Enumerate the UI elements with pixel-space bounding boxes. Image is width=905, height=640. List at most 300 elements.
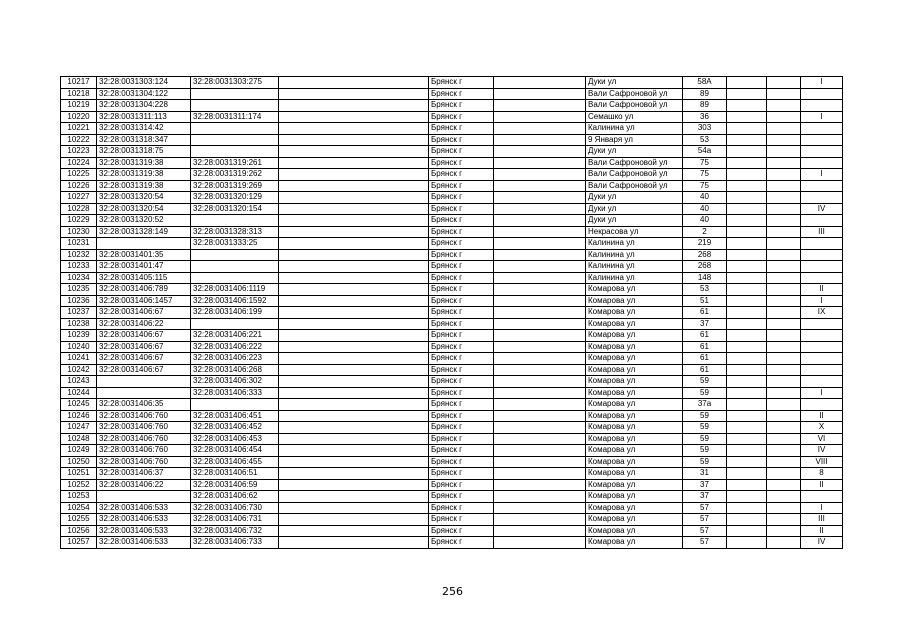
street-cell: Комарова ул xyxy=(586,422,683,434)
blank-cell xyxy=(494,353,586,365)
house-cell: 59 xyxy=(683,387,727,399)
city-cell: Брянск г xyxy=(429,157,494,169)
blank-cell xyxy=(494,341,586,353)
city-cell: Брянск г xyxy=(429,491,494,503)
object-number-cell: 32:28:0031406:62 xyxy=(191,491,279,503)
blank-cell xyxy=(767,157,801,169)
room-cell: IV xyxy=(801,537,843,549)
house-cell: 36 xyxy=(683,111,727,123)
blank-cell xyxy=(767,295,801,307)
blank-cell xyxy=(767,180,801,192)
blank-cell xyxy=(767,376,801,388)
street-cell: Комарова ул xyxy=(586,468,683,480)
cadastral-number-cell: 32:28:0031406:67 xyxy=(97,330,191,342)
room-cell xyxy=(801,399,843,411)
blank-cell xyxy=(494,376,586,388)
blank-cell xyxy=(494,203,586,215)
blank-cell xyxy=(279,502,429,514)
row-number-cell: 10223 xyxy=(61,146,97,158)
cadastral-number-cell xyxy=(97,376,191,388)
object-number-cell xyxy=(191,261,279,273)
blank-cell xyxy=(279,433,429,445)
cadastral-number-cell: 32:28:0031311:113 xyxy=(97,111,191,123)
city-cell: Брянск г xyxy=(429,514,494,526)
blank-cell xyxy=(767,525,801,537)
cadastral-number-cell xyxy=(97,491,191,503)
table-row xyxy=(61,514,843,526)
blank-cell xyxy=(767,284,801,296)
blank-cell xyxy=(727,307,767,319)
house-cell: 57 xyxy=(683,525,727,537)
blank-cell xyxy=(727,433,767,445)
city-cell: Брянск г xyxy=(429,100,494,112)
blank-cell xyxy=(279,295,429,307)
street-cell: Комарова ул xyxy=(586,456,683,468)
table-row xyxy=(61,353,843,365)
blank-cell xyxy=(279,491,429,503)
house-cell: 61 xyxy=(683,341,727,353)
city-cell: Брянск г xyxy=(429,502,494,514)
street-cell: Калинина ул xyxy=(586,238,683,250)
city-cell: Брянск г xyxy=(429,134,494,146)
cadastral-number-cell: 32:28:0031401:35 xyxy=(97,249,191,261)
object-number-cell: 32:28:0031320:154 xyxy=(191,203,279,215)
row-number-cell: 10233 xyxy=(61,261,97,273)
table-row xyxy=(61,445,843,457)
table-row xyxy=(61,157,843,169)
city-cell: Брянск г xyxy=(429,376,494,388)
city-cell: Брянск г xyxy=(429,123,494,135)
house-cell: 57 xyxy=(683,537,727,549)
row-number-cell: 10257 xyxy=(61,537,97,549)
row-number-cell: 10246 xyxy=(61,410,97,422)
cadastral-number-cell: 32:28:0031406:67 xyxy=(97,353,191,365)
object-number-cell: 32:28:0031406:59 xyxy=(191,479,279,491)
blank-cell xyxy=(767,123,801,135)
street-cell: Комарова ул xyxy=(586,307,683,319)
city-cell: Брянск г xyxy=(429,249,494,261)
street-cell: Комарова ул xyxy=(586,295,683,307)
blank-cell xyxy=(279,514,429,526)
city-cell: Брянск г xyxy=(429,295,494,307)
street-cell: Комарова ул xyxy=(586,537,683,549)
street-cell: Семашко ул xyxy=(586,111,683,123)
table-row xyxy=(61,387,843,399)
room-cell: VI xyxy=(801,433,843,445)
row-number-cell: 10228 xyxy=(61,203,97,215)
blank-cell xyxy=(494,88,586,100)
city-cell: Брянск г xyxy=(429,387,494,399)
object-number-cell: 32:28:0031319:269 xyxy=(191,180,279,192)
room-cell: II xyxy=(801,410,843,422)
room-cell xyxy=(801,364,843,376)
city-cell: Брянск г xyxy=(429,479,494,491)
blank-cell xyxy=(767,341,801,353)
table-row xyxy=(61,537,843,549)
object-number-cell xyxy=(191,123,279,135)
cadastral-number-cell: 32:28:0031406:533 xyxy=(97,502,191,514)
blank-cell xyxy=(279,123,429,135)
blank-cell xyxy=(494,502,586,514)
blank-cell xyxy=(727,111,767,123)
blank-cell xyxy=(727,180,767,192)
blank-cell xyxy=(767,330,801,342)
room-cell xyxy=(801,146,843,158)
blank-cell xyxy=(767,399,801,411)
blank-cell xyxy=(494,318,586,330)
blank-cell xyxy=(494,249,586,261)
street-cell: Комарова ул xyxy=(586,502,683,514)
blank-cell xyxy=(279,111,429,123)
house-cell: 59 xyxy=(683,410,727,422)
object-number-cell: 32:28:0031406:268 xyxy=(191,364,279,376)
cadastral-number-cell: 32:28:0031406:35 xyxy=(97,399,191,411)
cadastral-number-cell xyxy=(97,238,191,250)
street-cell: Комарова ул xyxy=(586,353,683,365)
cadastral-number-cell: 32:28:0031406:22 xyxy=(97,318,191,330)
blank-cell xyxy=(767,261,801,273)
blank-cell xyxy=(767,88,801,100)
city-cell: Брянск г xyxy=(429,88,494,100)
row-number-cell: 10227 xyxy=(61,192,97,204)
house-cell: 40 xyxy=(683,192,727,204)
blank-cell xyxy=(494,479,586,491)
blank-cell xyxy=(279,330,429,342)
blank-cell xyxy=(767,502,801,514)
blank-cell xyxy=(494,491,586,503)
house-cell: 89 xyxy=(683,100,727,112)
house-cell: 59 xyxy=(683,422,727,434)
room-cell xyxy=(801,249,843,261)
cadastral-number-cell: 32:28:0031406:533 xyxy=(97,537,191,549)
blank-cell xyxy=(279,399,429,411)
table-row xyxy=(61,88,843,100)
table-row xyxy=(61,307,843,319)
object-number-cell: 32:28:0031320:129 xyxy=(191,192,279,204)
blank-cell xyxy=(767,353,801,365)
room-cell: X xyxy=(801,422,843,434)
house-cell: 37 xyxy=(683,479,727,491)
blank-cell xyxy=(279,238,429,250)
city-cell: Брянск г xyxy=(429,307,494,319)
object-number-cell: 32:28:0031406:732 xyxy=(191,525,279,537)
city-cell: Брянск г xyxy=(429,77,494,89)
blank-cell xyxy=(279,88,429,100)
city-cell: Брянск г xyxy=(429,537,494,549)
blank-cell xyxy=(279,203,429,215)
cadastral-number-cell: 32:28:0031319:38 xyxy=(97,157,191,169)
blank-cell xyxy=(767,468,801,480)
blank-cell xyxy=(727,410,767,422)
table-row xyxy=(61,330,843,342)
room-cell: IV xyxy=(801,203,843,215)
cadastral-number-cell: 32:28:0031406:67 xyxy=(97,341,191,353)
blank-cell xyxy=(727,514,767,526)
object-number-cell: 32:28:0031406:199 xyxy=(191,307,279,319)
street-cell: Комарова ул xyxy=(586,433,683,445)
street-cell: Дуки ул xyxy=(586,192,683,204)
cadastral-number-cell: 32:28:0031406:760 xyxy=(97,422,191,434)
room-cell xyxy=(801,353,843,365)
table-row xyxy=(61,146,843,158)
cadastral-number-cell: 32:28:0031406:67 xyxy=(97,364,191,376)
cadastral-number-cell: 32:28:0031304:122 xyxy=(97,88,191,100)
row-number-cell: 10247 xyxy=(61,422,97,434)
table-row xyxy=(61,134,843,146)
blank-cell xyxy=(727,399,767,411)
blank-cell xyxy=(727,330,767,342)
room-cell: IX xyxy=(801,307,843,319)
blank-cell xyxy=(494,445,586,457)
cadastral-number-cell: 32:28:0031406:760 xyxy=(97,410,191,422)
street-cell: Калинина ул xyxy=(586,272,683,284)
blank-cell xyxy=(727,422,767,434)
house-cell: 268 xyxy=(683,249,727,261)
blank-cell xyxy=(727,100,767,112)
city-cell: Брянск г xyxy=(429,468,494,480)
object-number-cell: 32:28:0031406:1592 xyxy=(191,295,279,307)
blank-cell xyxy=(279,410,429,422)
blank-cell xyxy=(767,100,801,112)
cadastral-number-cell: 32:28:0031406:533 xyxy=(97,514,191,526)
table-row xyxy=(61,100,843,112)
blank-cell xyxy=(279,180,429,192)
blank-cell xyxy=(767,479,801,491)
house-cell: 75 xyxy=(683,157,727,169)
object-number-cell: 32:28:0031319:261 xyxy=(191,157,279,169)
street-cell: Комарова ул xyxy=(586,364,683,376)
row-number-cell: 10219 xyxy=(61,100,97,112)
cadastral-number-cell: 32:28:0031406:789 xyxy=(97,284,191,296)
blank-cell xyxy=(279,364,429,376)
blank-cell xyxy=(279,456,429,468)
blank-cell xyxy=(727,364,767,376)
blank-cell xyxy=(727,525,767,537)
blank-cell xyxy=(767,238,801,250)
house-cell: 53 xyxy=(683,284,727,296)
street-cell: Вали Сафроновой ул xyxy=(586,100,683,112)
blank-cell xyxy=(494,537,586,549)
table-row xyxy=(61,433,843,445)
blank-cell xyxy=(727,295,767,307)
blank-cell xyxy=(727,479,767,491)
object-number-cell: 32:28:0031406:222 xyxy=(191,341,279,353)
table-row xyxy=(61,203,843,215)
row-number-cell: 10242 xyxy=(61,364,97,376)
room-cell: III xyxy=(801,514,843,526)
blank-cell xyxy=(767,445,801,457)
blank-cell xyxy=(767,410,801,422)
blank-cell xyxy=(494,307,586,319)
blank-cell xyxy=(494,422,586,434)
city-cell: Брянск г xyxy=(429,433,494,445)
street-cell: Комарова ул xyxy=(586,399,683,411)
object-number-cell xyxy=(191,249,279,261)
object-number-cell: 32:28:0031333:25 xyxy=(191,238,279,250)
house-cell: 61 xyxy=(683,364,727,376)
street-cell: Комарова ул xyxy=(586,330,683,342)
blank-cell xyxy=(494,330,586,342)
cadastral-number-cell: 32:28:0031320:54 xyxy=(97,192,191,204)
blank-cell xyxy=(279,468,429,480)
room-cell xyxy=(801,157,843,169)
row-number-cell: 10225 xyxy=(61,169,97,181)
blank-cell xyxy=(279,525,429,537)
table-row xyxy=(61,364,843,376)
blank-cell xyxy=(767,111,801,123)
cadastral-number-cell: 32:28:0031304:228 xyxy=(97,100,191,112)
blank-cell xyxy=(767,77,801,89)
house-cell: 61 xyxy=(683,330,727,342)
city-cell: Брянск г xyxy=(429,341,494,353)
blank-cell xyxy=(727,157,767,169)
blank-cell xyxy=(767,491,801,503)
street-cell: Вали Сафроновой ул xyxy=(586,180,683,192)
blank-cell xyxy=(494,192,586,204)
street-cell: Дуки ул xyxy=(586,203,683,215)
row-number-cell: 10234 xyxy=(61,272,97,284)
blank-cell xyxy=(767,387,801,399)
row-number-cell: 10251 xyxy=(61,468,97,480)
cadastral-number-cell: 32:28:0031405:115 xyxy=(97,272,191,284)
blank-cell xyxy=(279,146,429,158)
table-row xyxy=(61,215,843,227)
blank-cell xyxy=(494,295,586,307)
table-row xyxy=(61,399,843,411)
room-cell xyxy=(801,330,843,342)
house-cell: 57 xyxy=(683,502,727,514)
blank-cell xyxy=(279,341,429,353)
room-cell xyxy=(801,192,843,204)
house-cell: 75 xyxy=(683,169,727,181)
blank-cell xyxy=(494,100,586,112)
blank-cell xyxy=(767,364,801,376)
house-cell: 61 xyxy=(683,353,727,365)
cadastral-number-cell: 32:28:0031406:1457 xyxy=(97,295,191,307)
blank-cell xyxy=(494,261,586,273)
blank-cell xyxy=(727,445,767,457)
street-cell: Калинина ул xyxy=(586,261,683,273)
row-number-cell: 10248 xyxy=(61,433,97,445)
street-cell: Комарова ул xyxy=(586,445,683,457)
object-number-cell xyxy=(191,88,279,100)
blank-cell xyxy=(767,433,801,445)
blank-cell xyxy=(494,514,586,526)
house-cell: 37а xyxy=(683,399,727,411)
table-row xyxy=(61,341,843,353)
room-cell: I xyxy=(801,169,843,181)
object-number-cell: 32:28:0031319:262 xyxy=(191,169,279,181)
room-cell: I xyxy=(801,502,843,514)
house-cell: 75 xyxy=(683,180,727,192)
blank-cell xyxy=(767,514,801,526)
room-cell xyxy=(801,491,843,503)
blank-cell xyxy=(494,169,586,181)
blank-cell xyxy=(767,215,801,227)
house-cell: 53 xyxy=(683,134,727,146)
row-number-cell: 10220 xyxy=(61,111,97,123)
table-row xyxy=(61,284,843,296)
row-number-cell: 10250 xyxy=(61,456,97,468)
object-number-cell: 32:28:0031406:221 xyxy=(191,330,279,342)
row-number-cell: 10249 xyxy=(61,445,97,457)
blank-cell xyxy=(279,192,429,204)
blank-cell xyxy=(767,203,801,215)
blank-cell xyxy=(279,169,429,181)
city-cell: Брянск г xyxy=(429,226,494,238)
house-cell: 59 xyxy=(683,456,727,468)
object-number-cell: 32:28:0031406:51 xyxy=(191,468,279,480)
object-number-cell: 32:28:0031406:733 xyxy=(191,537,279,549)
object-number-cell xyxy=(191,272,279,284)
cadastral-number-cell: 32:28:0031328:149 xyxy=(97,226,191,238)
row-number-cell: 10229 xyxy=(61,215,97,227)
cadastral-number-cell: 32:28:0031303:124 xyxy=(97,77,191,89)
blank-cell xyxy=(767,249,801,261)
room-cell: 8 xyxy=(801,468,843,480)
row-number-cell: 10232 xyxy=(61,249,97,261)
street-cell: Комарова ул xyxy=(586,525,683,537)
blank-cell xyxy=(279,134,429,146)
blank-cell xyxy=(727,249,767,261)
object-number-cell: 32:28:0031406:730 xyxy=(191,502,279,514)
house-cell: 54а xyxy=(683,146,727,158)
street-cell: Калинина ул xyxy=(586,249,683,261)
house-cell: 40 xyxy=(683,203,727,215)
city-cell: Брянск г xyxy=(429,238,494,250)
cadastral-number-cell: 32:28:0031406:37 xyxy=(97,468,191,480)
object-number-cell: 32:28:0031406:453 xyxy=(191,433,279,445)
object-number-cell: 32:28:0031406:455 xyxy=(191,456,279,468)
table-row xyxy=(61,249,843,261)
blank-cell xyxy=(279,215,429,227)
blank-cell xyxy=(727,123,767,135)
object-number-cell: 32:28:0031406:223 xyxy=(191,353,279,365)
object-number-cell: 32:28:0031406:451 xyxy=(191,410,279,422)
table-row xyxy=(61,180,843,192)
street-cell: Комарова ул xyxy=(586,491,683,503)
object-number-cell xyxy=(191,399,279,411)
row-number-cell: 10255 xyxy=(61,514,97,526)
street-cell: Комарова ул xyxy=(586,341,683,353)
blank-cell xyxy=(494,180,586,192)
cadastral-number-cell: 32:28:0031406:22 xyxy=(97,479,191,491)
object-number-cell: 32:28:0031406:302 xyxy=(191,376,279,388)
object-number-cell: 32:28:0031303:275 xyxy=(191,77,279,89)
street-cell: Некрасова ул xyxy=(586,226,683,238)
blank-cell xyxy=(767,307,801,319)
room-cell: I xyxy=(801,387,843,399)
blank-cell xyxy=(494,226,586,238)
table-row xyxy=(61,502,843,514)
blank-cell xyxy=(767,146,801,158)
blank-cell xyxy=(279,376,429,388)
row-number-cell: 10252 xyxy=(61,479,97,491)
blank-cell xyxy=(279,537,429,549)
row-number-cell: 10254 xyxy=(61,502,97,514)
room-cell: II xyxy=(801,284,843,296)
room-cell: I xyxy=(801,295,843,307)
blank-cell xyxy=(279,479,429,491)
row-number-cell: 10243 xyxy=(61,376,97,388)
city-cell: Брянск г xyxy=(429,456,494,468)
blank-cell xyxy=(767,192,801,204)
cadastral-number-cell xyxy=(97,387,191,399)
cadastral-number-cell: 32:28:0031406:760 xyxy=(97,445,191,457)
blank-cell xyxy=(727,272,767,284)
cadastral-number-cell: 32:28:0031319:38 xyxy=(97,169,191,181)
blank-cell xyxy=(279,226,429,238)
